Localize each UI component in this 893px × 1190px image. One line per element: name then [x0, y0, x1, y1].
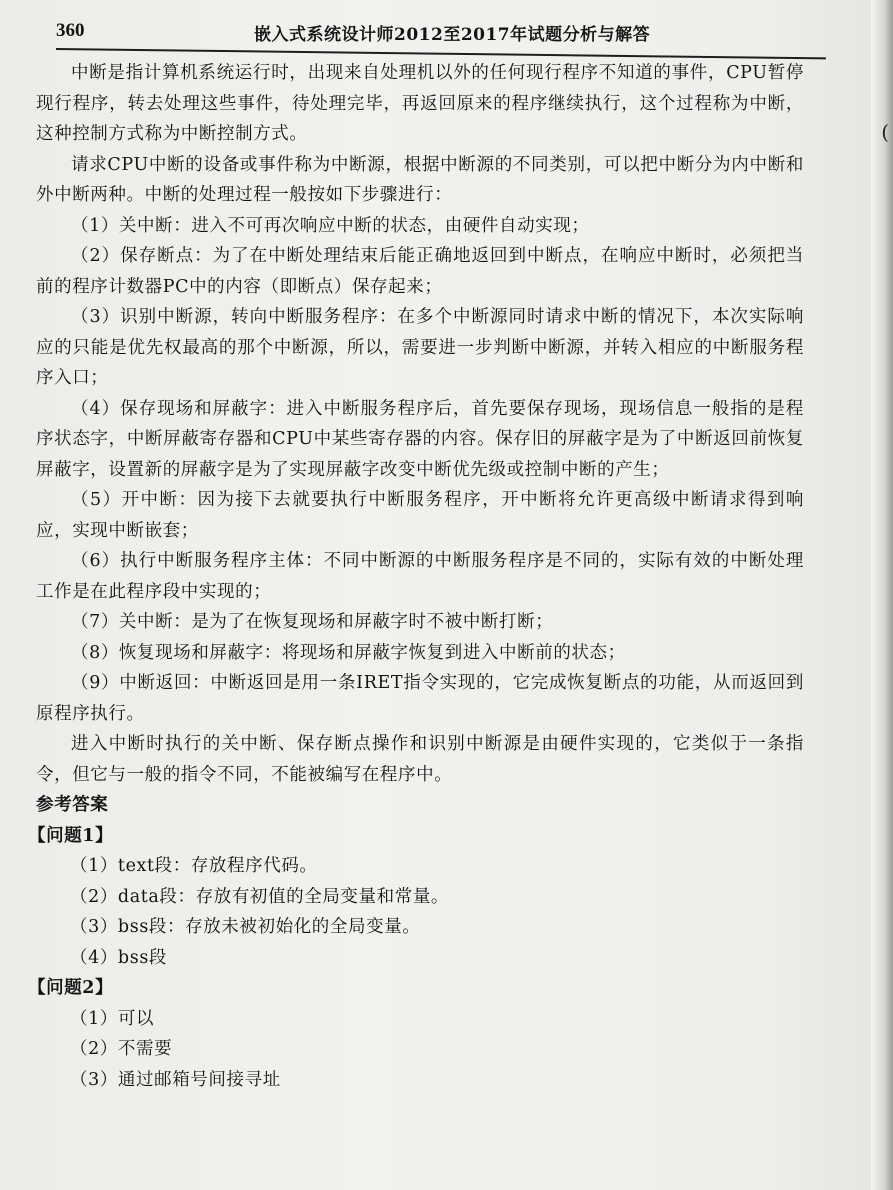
q2-answer-2: （2）不需要 [70, 1039, 173, 1059]
sources-paragraph: 请求CPU中断的设备或事件称为中断源，根据中断源的不同类别，可以把中断分为内中断和外中断两种。中断的处理过程一般按如下步骤进行： [36, 154, 804, 205]
page-number: 360 [56, 20, 85, 41]
page-body [28, 58, 804, 1095]
step-5: （5）开中断：因为接下去就要执行中断服务程序，开中断将允许更高级中断请求得到响应，实现中断嵌套； [36, 490, 804, 541]
step-7: （7）关中断：是为了在恢复现场和屏蔽字时不被中断打断； [71, 612, 554, 632]
page-binding-shadow [871, 0, 893, 1190]
step-3: （3）识别中断源，转向中断服务程序：在多个中断源同时请求中断的情况下，本次实际响应的只能是优先权最高的那个中断源，所以，需要进一步判断中断源，并转入相应的中断服务程序入口； [36, 307, 804, 388]
page-header [56, 18, 868, 48]
step-4: （4）保存现场和屏蔽字：进入中断服务程序后，首先要保存现场，现场信息一般指的是程序状态字，中断屏蔽寄存器和CPU中某些寄存器的内容。保存旧的屏蔽字是为了中断返回前恢复屏蔽字，设置新的屏蔽字是为了实现屏蔽字改变中断优先级或控制中断的产生； [36, 398, 804, 480]
question-2-title: 【问题2】 [28, 978, 114, 998]
step-9: （9）中断返回：中断返回是用一条IRET指令实现的，它完成恢复断点的功能，从而返回到原程序执行。 [36, 673, 804, 724]
step-1: （1）关中断：进入不可再次响应中断的状态，由硬件自动实现； [71, 215, 590, 236]
q1-answer-2: （2）data段：存放有初值的全局变量和常量。 [70, 886, 450, 907]
q1-answer-3: （3）bss段：存放未被初始化的全局变量。 [70, 917, 421, 937]
question-1-title: 【问题1】 [28, 825, 114, 846]
closing-paragraph: 进入中断时执行的关中断、保存断点操作和识别中断源是由硬件实现的，它类似于一条指令，但它与一般的指令不同，不能被编写在程序中。 [36, 734, 804, 785]
step-6: （6）执行中断服务程序主体：不同中断源的中断服务程序是不同的，实际有效的中断处理工作是在此程序段中实现的； [36, 551, 804, 602]
q1-answer-1: （1）text段：存放程序代码。 [70, 856, 318, 876]
q1-answer-4: （4）bss段 [70, 947, 167, 968]
answers-heading: 参考答案 [36, 795, 109, 815]
intro-paragraph: 中断是指计算机系统运行时，出现来自处理机以外的任何现行程序不知道的事件，CPU暂停现行程序，转去处理这些事件，待处理完毕，再返回原来的程序继续执行，这个过程称为中断，这种控制方式称为中断控制方式。 [36, 63, 804, 144]
q2-answer-1: （1）可以 [70, 1008, 155, 1029]
q2-answer-3: （3）通过邮箱号间接寻址 [70, 1069, 281, 1090]
running-title: 嵌入式系统设计师2012至2017年试题分析与解答 [254, 25, 651, 45]
edge-bracket-mark: ( [881, 120, 889, 144]
step-8: （8）恢复现场和屏蔽字：将现场和屏蔽字恢复到进入中断前的状态； [71, 642, 626, 663]
step-2: （2）保存断点：为了在中断处理结束后能正确地返回到中断点，在响应中断时，必须把当前的程序计数器PC中的内容（即断点）保存起来； [36, 246, 804, 297]
